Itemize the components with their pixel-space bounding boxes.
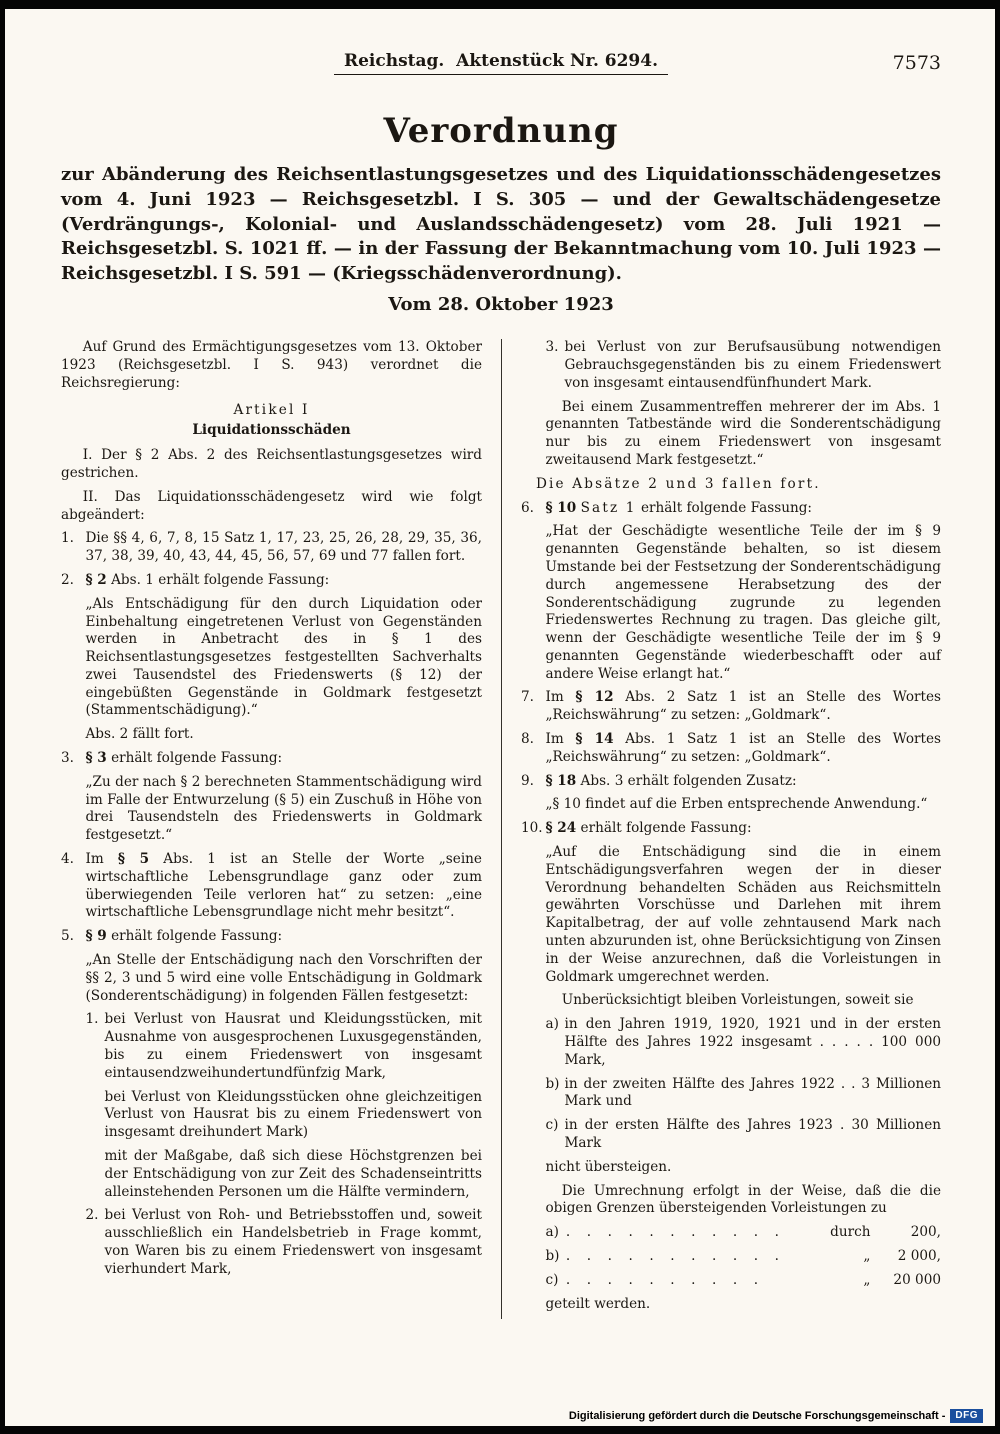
bold-text: § 3 bbox=[85, 750, 107, 767]
item-text bbox=[565, 1016, 942, 1069]
dot-leader: . . . . . . . . . . . bbox=[565, 1248, 786, 1264]
paragraph bbox=[85, 596, 482, 721]
item-number: a) bbox=[545, 1224, 559, 1241]
paragraph bbox=[545, 523, 941, 683]
paragraph bbox=[545, 399, 941, 470]
text-run: „§ 10 findet auf die Erben entsprechende Anwendung.“ bbox=[545, 796, 928, 813]
paragraph bbox=[545, 796, 941, 814]
list-item bbox=[61, 572, 482, 590]
item-number: 3. bbox=[61, 750, 74, 767]
section-heading bbox=[61, 422, 482, 440]
item-text bbox=[545, 731, 941, 767]
text-run: Abs. 2 fällt fort. bbox=[85, 726, 194, 743]
bold-text: § 2 bbox=[85, 571, 107, 588]
text-run: mit der Maßgabe, daß sich diese Höchstgrenzen bei der Entschädigung von zur Zeit des Schadenseintritts alleinstehenden Personen um die Hälfte vermindern, bbox=[104, 1148, 482, 1200]
header-title: Reichstag. Aktenstück Nr. 6294. bbox=[334, 51, 668, 75]
item-text bbox=[85, 750, 482, 768]
divisor-word: „ bbox=[863, 1271, 871, 1288]
text-run: Abs. 3 erhält folgenden Zusatz: bbox=[576, 772, 797, 789]
list-item bbox=[61, 530, 482, 566]
text-run: erhält folgende Fassung: bbox=[576, 820, 752, 837]
text-run: I. Der § 2 Abs. 2 des Reichsentlastungsgesetzes wird gestrichen. bbox=[61, 447, 482, 481]
list-item bbox=[85, 1207, 482, 1278]
text-run: bei Verlust von Hausrat und Kleidungsstücken, mit Ausnahme von ausgesprochenen Luxusgegenständen, bis zu einem Friedenswert von insgesamt eintausendzweihundertundfünfzig Mark, bbox=[104, 1011, 482, 1081]
text-run: Unberücksichtigt bleiben Vorleistungen, soweit sie bbox=[561, 992, 914, 1009]
paragraph bbox=[105, 1089, 482, 1142]
item-number: 1. bbox=[61, 530, 74, 547]
item-number: a) bbox=[545, 1016, 559, 1033]
text-run: Abs. 1 Satz 1 ist an Stelle des Wortes „Reichswährung“ zu setzen: „Goldmark“. bbox=[545, 731, 941, 765]
list-item bbox=[521, 500, 941, 518]
list-item bbox=[545, 1117, 941, 1153]
dfg-logo: DFG bbox=[950, 1409, 983, 1423]
item-text bbox=[545, 773, 941, 791]
item-number: b) bbox=[545, 1075, 560, 1092]
text-run: Abs. 1 erhält folgende Fassung: bbox=[106, 571, 330, 588]
text-run: „Zu der nach § 2 berechneten Stammentschädigung wird im Falle der Entwurzelung (§ 5) ein Zuschuß in Höhe von drei Tausendsteln des Friedenswerts in Goldmark festgesetzt.“ bbox=[85, 773, 482, 844]
page-content bbox=[5, 9, 995, 1319]
paragraph bbox=[61, 447, 482, 483]
text-run: Die §§ 4, 6, 7, 8, 15 Satz 1, 17, 23, 25, 26, 28, 29, 35, 36, 37, 38, 39, 40, 43, 44, 45, 56, 57, 69 und 77 fallen fort. bbox=[85, 530, 482, 565]
list-item bbox=[61, 928, 482, 946]
text-run: Im bbox=[85, 851, 118, 868]
item-number: 1. bbox=[85, 1011, 99, 1028]
letterspaced-text: Die Absätze 2 und 3 fallen fort. bbox=[535, 475, 821, 492]
item-number: 2. bbox=[85, 1207, 99, 1224]
divisor-amount: 200, bbox=[910, 1224, 941, 1241]
left-column bbox=[61, 339, 501, 1319]
two-column-body bbox=[61, 339, 941, 1319]
item-text bbox=[85, 928, 482, 946]
text-run: in der zweiten Hälfte des Jahres 1922 . . 3 Millionen Mark und bbox=[564, 1075, 941, 1110]
right-column bbox=[501, 339, 941, 1319]
text-run: in der ersten Hälfte des Jahres 1923 . 30 Millionen Mark bbox=[564, 1117, 941, 1152]
divisor-amount: 2 000, bbox=[897, 1248, 941, 1264]
dot-leader-row bbox=[545, 1224, 941, 1242]
text-run: erhält folgende Fassung: bbox=[106, 928, 283, 945]
text-run: Im bbox=[545, 689, 576, 706]
text-run: „Hat der Geschädigte wesentliche Teile der im § 9 genannten Gegenstände behalten, so ist diesem Umstande bei der Festsetzung der Sonderentschädigung durch angemessene Herabsetzung des der Sonderentschädigung zugrunde zu legenden Friedenswertes Rechnung zu tragen. Das gleiche gilt, wenn der Geschädigte wesentliche Teile der im § 9 genannten Gegenstände wiederbeschafft oder auf andere Weise erlangt hat.“ bbox=[545, 523, 941, 682]
list-item bbox=[545, 1076, 941, 1112]
item-text bbox=[565, 1076, 942, 1112]
divisor-word: „ bbox=[863, 1248, 871, 1264]
item-text bbox=[105, 1011, 483, 1082]
page-number: 7573 bbox=[892, 52, 941, 74]
text-run: Abs. 2 Satz 1 ist an Stelle des Wortes „Reichswährung“ zu setzen: „Goldmark“. bbox=[545, 689, 941, 724]
text-run: „Auf die Entschädigung sind die in einem Entschädigungsverfahren wegen der in dieser Verordnung behandelten Schäden aus Reichsmitteln gewährten Vorschüsse und Darlehen mit ihrem Kapitalbetrag, der auf volle zehntausend Mark nach unten abzurunden ist, ohne Berücksichtigung von Zinsen in der Weise anzurechnen, daß die Vorleistungen in Goldmark umgerechnet werden. bbox=[545, 844, 941, 985]
bold-text: § 12 bbox=[575, 689, 614, 706]
bold-text: Liquidationsschäden bbox=[192, 422, 351, 439]
paragraph bbox=[85, 726, 482, 744]
text-run: II. Das Liquidationsschädengesetz wird wie folgt abgeändert: bbox=[61, 488, 482, 523]
letterspaced-text: Artikel I bbox=[233, 401, 310, 418]
item-text bbox=[545, 500, 941, 518]
text-run: erhält folgende Fassung: bbox=[636, 499, 812, 516]
digitization-credit-text: Digitalisierung gefördert durch die Deutsche Forschungsgemeinschaft - bbox=[568, 1410, 946, 1422]
item-number: c) bbox=[545, 1271, 559, 1288]
bold-text: § 14 bbox=[575, 731, 614, 748]
text-run: erhält folgende Fassung: bbox=[106, 750, 283, 767]
paragraph bbox=[545, 844, 941, 986]
text-run: „Als Entschädigung für den durch Liquidation oder Einbehaltung eingetretenen Verlust von Gegenständen werden in Anbetracht des in § 1 des Reichsentlastungsgesetzes festgestellten Sachverhalts zwei Tausendstel des Friedenswerts (§ 12) der eingebüßten Gegenstände in Goldmark festgesetzt (Stammentschädigung).“ bbox=[85, 595, 482, 719]
text-run: Die Umrechnung erfolgt in der Weise, daß die die obigen Grenzen übersteigenden Vorleistungen zu bbox=[545, 1182, 941, 1217]
paragraph bbox=[545, 992, 941, 1010]
list-item bbox=[61, 750, 482, 768]
item-number: 9. bbox=[521, 772, 534, 789]
item-number: 2. bbox=[61, 571, 74, 588]
paragraph bbox=[61, 489, 482, 525]
paragraph bbox=[536, 476, 941, 494]
paragraph bbox=[545, 1159, 941, 1177]
dot-leader: . . . . . . . . . . bbox=[565, 1271, 765, 1288]
bold-text: § 10 bbox=[545, 499, 577, 516]
paragraph bbox=[545, 1296, 941, 1314]
paragraph bbox=[105, 1148, 482, 1201]
date-line: Vom 28. Oktober 1923 bbox=[388, 294, 614, 316]
paragraph bbox=[85, 952, 482, 1005]
list-item bbox=[521, 689, 941, 725]
text-run: Abs. 1 ist an Stelle der Worte „seine wirtschaftliche Lebensgrundlage ganz oder zum überwiegenden Teile verloren hat“ zu setzen: „eine wirtschaftliche Lebensgrundlage nicht mehr besitzt“. bbox=[85, 851, 482, 921]
paragraph bbox=[85, 774, 482, 845]
item-number: 8. bbox=[521, 731, 534, 748]
text-run: bei Verlust von zur Berufsausübung notwendigen Gebrauchsgegenständen bis zu einem Friedenswert von insgesamt eintausendfünfhundert Mark. bbox=[564, 339, 941, 391]
item-number: 6. bbox=[521, 499, 534, 516]
list-item bbox=[521, 773, 941, 791]
item-number: 5. bbox=[61, 928, 74, 945]
bold-text: § 18 bbox=[545, 772, 577, 789]
text-run: in den Jahren 1919, 1920, 1921 und in der ersten Hälfte des Jahres 1922 insgesamt . . . . . 100 000 Mark, bbox=[564, 1016, 941, 1068]
dot-leader-row bbox=[545, 1248, 941, 1266]
section-heading bbox=[61, 402, 482, 420]
item-number: 10. bbox=[521, 820, 543, 837]
item-text bbox=[545, 689, 941, 725]
text-run: bei Verlust von Roh- und Betriebsstoffen und, soweit ausschließlich ein Handelsbetrieb in Frage kommt, von Waren bis zu einem Friedenswert von insgesamt vierhundert Mark, bbox=[104, 1207, 482, 1277]
item-number: b) bbox=[545, 1248, 560, 1264]
item-number: c) bbox=[545, 1117, 559, 1134]
list-item bbox=[521, 820, 941, 838]
text-run: geteilt werden. bbox=[545, 1295, 651, 1312]
paragraph bbox=[61, 339, 482, 392]
divisor-word: durch bbox=[830, 1224, 871, 1241]
item-text bbox=[85, 851, 482, 922]
item-text bbox=[85, 572, 482, 590]
list-item bbox=[85, 1011, 482, 1082]
divisor-amount: 20 000 bbox=[893, 1271, 941, 1288]
text-run: Bei einem Zusammentreffen mehrerer der im Abs. 1 genannten Tatbestände wird die Sonderentschädigung nur bis zu einem Friedenswert von insgesamt zweitausend Mark festgesetzt.“ bbox=[545, 398, 941, 468]
text-run: „An Stelle der Entschädigung nach den Vorschriften der §§ 2, 3 und 5 wird eine volle Entschädigung in Goldmark (Sonderentschädigung) in folgenden Fällen festgesetzt: bbox=[85, 952, 482, 1004]
document-title: Verordnung bbox=[383, 111, 619, 151]
bold-text: § 24 bbox=[545, 820, 577, 837]
dot-leader-row bbox=[545, 1272, 941, 1290]
list-item bbox=[61, 851, 482, 922]
letterspaced-text: Satz 1 bbox=[580, 499, 637, 516]
page-header bbox=[61, 51, 941, 81]
footer-credit bbox=[569, 1409, 983, 1423]
list-item bbox=[521, 731, 941, 767]
document-subtitle: zur Abänderung des Reichsentlastungsgesetzes und des Liquidationsschädengesetzes vom 4. Juni 1923 — Reichsgesetzbl. I S. 305 — und der Gewaltschädengesetze (Verdrängungs-, Kolonial- und Auslandsschädengesetz) vom 28. Juli 1921 — Reichsgesetzbl. S. 1021 ff. — in der Fassung der Bekanntmachung vom 10. Juli 1923 — Reichsgesetzbl. I S. 591 — (Kriegsschädenverordnung). bbox=[61, 164, 941, 285]
item-text bbox=[565, 1117, 942, 1153]
dot-leader: . . . . . . . . . . . bbox=[565, 1224, 786, 1241]
paper bbox=[5, 9, 995, 1426]
item-number: 3. bbox=[545, 339, 559, 356]
text-run: bei Verlust von Kleidungsstücken ohne gleichzeitigen Verlust von Hausrat bis zu einem Friedenswert von insgesamt dreihundert Mark) bbox=[104, 1088, 482, 1141]
list-item bbox=[545, 339, 941, 392]
paragraph bbox=[545, 1183, 941, 1219]
bold-text: § 9 bbox=[85, 928, 107, 945]
item-text bbox=[85, 530, 482, 566]
item-number: 4. bbox=[61, 851, 74, 868]
text-run: Im bbox=[545, 731, 576, 748]
text-run: nicht übersteigen. bbox=[545, 1158, 672, 1175]
item-text bbox=[565, 339, 942, 392]
bold-text: § 5 bbox=[117, 851, 150, 868]
item-text bbox=[105, 1207, 483, 1278]
list-item bbox=[545, 1016, 941, 1069]
item-text bbox=[545, 820, 941, 838]
text-run: Auf Grund des Ermächtigungsgesetzes vom 13. Oktober 1923 (Reichsgesetzbl. I S. 943) verordnet die Reichsregierung: bbox=[61, 339, 482, 391]
item-number: 7. bbox=[521, 689, 534, 706]
